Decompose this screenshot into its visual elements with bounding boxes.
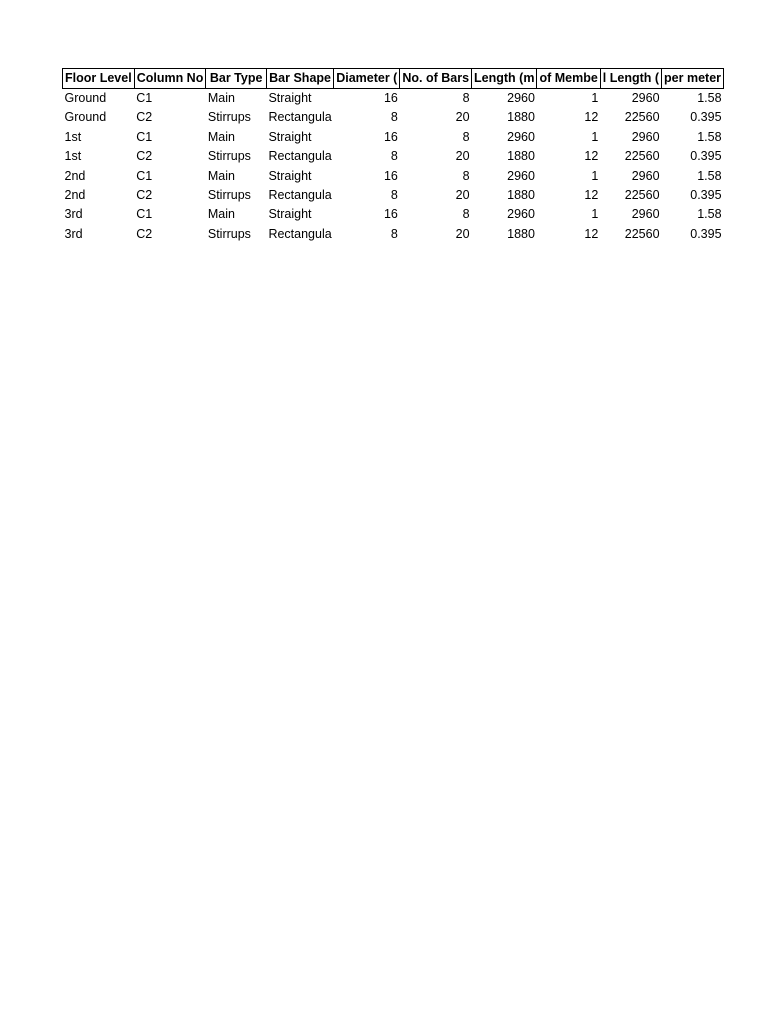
cell-floor-level[interactable]: 1st [64, 149, 82, 164]
cell-column-no[interactable]: C1 [136, 129, 153, 144]
table-row [63, 108, 724, 127]
cell-length[interactable]: 1880 [507, 188, 535, 203]
rebar-schedule-table [62, 68, 724, 244]
table-row [63, 186, 724, 205]
cell-bar-shape[interactable]: Straight [268, 207, 312, 222]
header-row [63, 69, 724, 89]
cell-diameter[interactable]: 16 [383, 129, 398, 144]
cell-bar-type[interactable]: Stirrups [207, 226, 251, 241]
cell-no-of-members[interactable]: 1 [591, 91, 599, 105]
cell-diameter[interactable]: 16 [383, 168, 398, 183]
cell-column-no[interactable]: C1 [136, 91, 153, 105]
header-total-length[interactable]: l Length ( [600, 69, 661, 89]
cell-total-length[interactable]: 22560 [624, 226, 660, 241]
header-weight-per-meter[interactable]: per meter [662, 69, 724, 89]
cell-total-length[interactable]: 22560 [624, 149, 660, 164]
cell-weight-per-meter[interactable]: 0.395 [690, 188, 722, 203]
cell-total-length[interactable]: 22560 [624, 188, 660, 203]
cell-length[interactable]: 1880 [507, 110, 535, 125]
cell-total-length[interactable]: 2960 [631, 168, 660, 183]
cell-diameter[interactable]: 8 [390, 226, 398, 241]
cell-bar-type[interactable]: Main [207, 207, 235, 222]
cell-bar-type[interactable]: Main [207, 168, 235, 183]
cell-weight-per-meter[interactable]: 1.58 [697, 129, 722, 144]
cell-floor-level[interactable]: Ground [64, 110, 107, 125]
header-column-no[interactable]: Column No [134, 69, 206, 89]
cell-no-of-bars[interactable]: 8 [462, 91, 470, 105]
header-bar-type[interactable]: Bar Type [206, 69, 267, 89]
cell-length[interactable]: 2960 [507, 91, 535, 105]
cell-no-of-members[interactable]: 1 [591, 207, 599, 222]
cell-bar-type[interactable]: Main [207, 129, 235, 144]
spreadsheet-area [62, 68, 724, 244]
cell-no-of-members[interactable]: 1 [591, 168, 599, 183]
cell-diameter[interactable]: 16 [383, 91, 398, 105]
cell-bar-type[interactable]: Stirrups [207, 188, 251, 203]
cell-bar-shape[interactable]: Rectangula [268, 149, 332, 164]
cell-no-of-members[interactable]: 12 [584, 149, 599, 164]
cell-diameter[interactable]: 16 [383, 207, 398, 222]
table-row [63, 89, 724, 109]
cell-weight-per-meter[interactable]: 1.58 [697, 207, 722, 222]
cell-column-no[interactable]: C1 [136, 207, 153, 222]
cell-length[interactable]: 2960 [507, 129, 535, 144]
cell-no-of-bars[interactable]: 20 [455, 188, 470, 203]
cell-column-no[interactable]: C2 [136, 149, 153, 164]
cell-length[interactable]: 1880 [507, 149, 535, 164]
cell-weight-per-meter[interactable]: 0.395 [690, 149, 722, 164]
table-row [63, 147, 724, 166]
cell-bar-shape[interactable]: Straight [268, 168, 312, 183]
cell-bar-shape[interactable]: Straight [268, 129, 312, 144]
cell-column-no[interactable]: C2 [136, 188, 153, 203]
header-no-of-bars[interactable]: No. of Bars [400, 69, 472, 89]
cell-floor-level[interactable]: 3rd [64, 226, 83, 241]
cell-no-of-bars[interactable]: 20 [455, 226, 470, 241]
cell-bar-shape[interactable]: Rectangula [268, 226, 332, 241]
cell-total-length[interactable]: 2960 [631, 207, 660, 222]
cell-no-of-bars[interactable]: 20 [455, 110, 470, 125]
cell-floor-level[interactable]: Ground [64, 91, 107, 105]
cell-floor-level[interactable]: 2nd [64, 168, 86, 183]
cell-weight-per-meter[interactable]: 0.395 [690, 226, 722, 241]
cell-no-of-bars[interactable]: 20 [455, 149, 470, 164]
header-no-of-members[interactable]: of Membe [537, 69, 600, 89]
cell-diameter[interactable]: 8 [390, 188, 398, 203]
cell-diameter[interactable]: 8 [390, 149, 398, 164]
cell-no-of-members[interactable]: 12 [584, 226, 599, 241]
cell-no-of-members[interactable]: 1 [591, 129, 599, 144]
table-row [63, 205, 724, 224]
cell-bar-shape[interactable]: Rectangula [268, 110, 332, 125]
cell-column-no[interactable]: C2 [136, 110, 153, 125]
cell-weight-per-meter[interactable]: 1.58 [697, 168, 722, 183]
cell-weight-per-meter[interactable]: 1.58 [697, 91, 722, 105]
cell-diameter[interactable]: 8 [390, 110, 398, 125]
cell-length[interactable]: 2960 [507, 207, 535, 222]
cell-bar-type[interactable]: Stirrups [207, 110, 251, 125]
cell-column-no[interactable]: C2 [136, 226, 153, 241]
cell-total-length[interactable]: 2960 [631, 91, 660, 105]
cell-no-of-bars[interactable]: 8 [462, 207, 470, 222]
table-row [63, 225, 724, 244]
header-diameter[interactable]: Diameter ( [334, 69, 400, 89]
table-row [63, 167, 724, 186]
cell-no-of-members[interactable]: 12 [584, 188, 599, 203]
cell-floor-level[interactable]: 1st [64, 129, 82, 144]
cell-bar-type[interactable]: Main [207, 91, 235, 105]
header-floor-level[interactable]: Floor Level [63, 69, 135, 89]
cell-bar-type[interactable]: Stirrups [207, 149, 251, 164]
cell-floor-level[interactable]: 3rd [64, 207, 83, 222]
cell-length[interactable]: 1880 [507, 226, 535, 241]
cell-weight-per-meter[interactable]: 0.395 [690, 110, 722, 125]
cell-no-of-members[interactable]: 12 [584, 110, 599, 125]
header-bar-shape[interactable]: Bar Shape [266, 69, 333, 89]
cell-no-of-bars[interactable]: 8 [462, 129, 470, 144]
cell-total-length[interactable]: 22560 [624, 110, 660, 125]
cell-total-length[interactable]: 2960 [631, 129, 660, 144]
cell-length[interactable]: 2960 [507, 168, 535, 183]
cell-column-no[interactable]: C1 [136, 168, 153, 183]
cell-no-of-bars[interactable]: 8 [462, 168, 470, 183]
cell-bar-shape[interactable]: Rectangula [268, 188, 332, 203]
table-row [63, 128, 724, 147]
header-length[interactable]: Length (m [472, 69, 537, 89]
cell-floor-level[interactable]: 2nd [64, 188, 86, 203]
cell-bar-shape[interactable]: Straight [268, 91, 312, 105]
